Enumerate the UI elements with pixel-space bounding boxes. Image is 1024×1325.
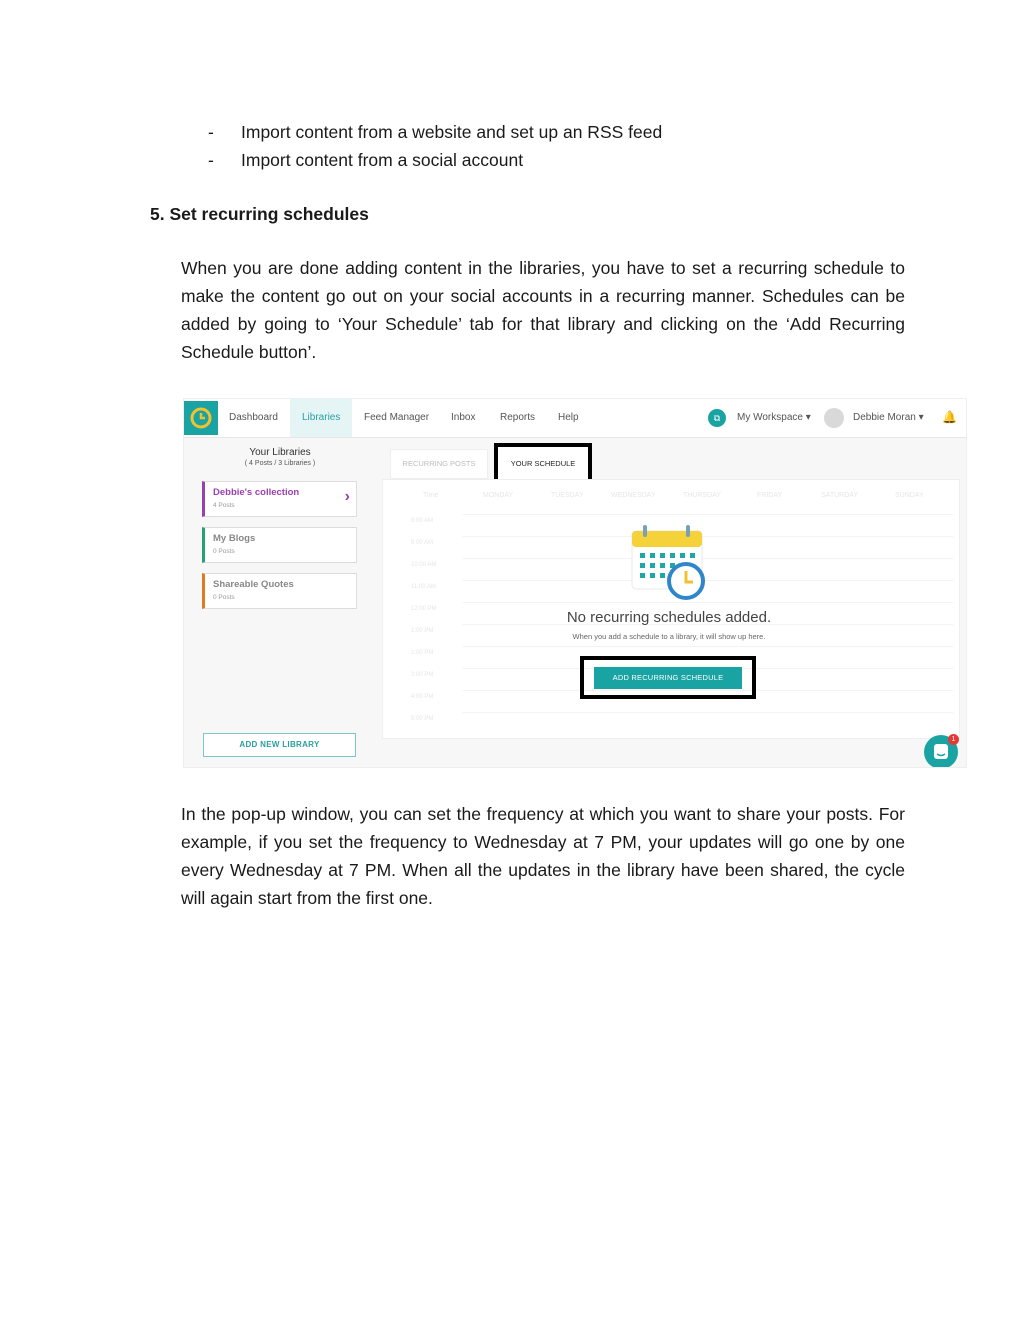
grid-header: THURSDAY: [683, 492, 721, 499]
paragraph: When you are done adding content in the libraries, you have to set a recurring schedule to make the content go out on your social accounts in a recurring manner. Schedules can be added by going to ‘Your Schedule’ tab for that library and clicking on the ‘Add Recurring Schedule button’.: [181, 258, 905, 362]
add-new-library-button[interactable]: ADD NEW LIBRARY: [203, 733, 356, 757]
workspace-dropdown[interactable]: [737, 399, 811, 437]
tab-your-schedule[interactable]: YOUR SCHEDULE: [494, 443, 592, 485]
library-count: 0 Posts: [213, 548, 235, 555]
grid-header: SATURDAY: [821, 492, 859, 499]
library-card-my-blogs[interactable]: [202, 527, 357, 563]
library-card-shareable-quotes[interactable]: [202, 573, 357, 609]
grid-time: 2:00 PM: [411, 650, 434, 656]
app-logo-icon[interactable]: [184, 401, 218, 435]
library-card-debbies-collection[interactable]: [202, 481, 357, 517]
empty-state-subtitle: When you add a schedule to a library, it will show up here.: [572, 632, 766, 641]
app-screenshot: [183, 398, 967, 768]
grid-header: TUESDAY: [551, 492, 584, 499]
bullet-text: Import content from a social account: [241, 150, 524, 170]
nav-libraries[interactable]: Libraries: [290, 399, 352, 437]
avatar[interactable]: [824, 408, 844, 428]
library-name: My Blogs: [213, 533, 256, 544]
library-name: Debbie's collection: [213, 487, 300, 498]
grid-time: 11:00 AM: [411, 584, 436, 590]
grid-header: SUNDAY: [895, 492, 924, 499]
library-count: 4 Posts: [213, 502, 235, 509]
chevron-right-icon: ›: [344, 488, 350, 505]
grid-time: 1:00 PM: [411, 628, 434, 634]
empty-state-title: No recurring schedules added.: [566, 609, 772, 626]
paragraph: In the pop-up window, you can set the frequency at which you want to share your posts. For example, if you set the frequency to Wednesday at 7 PM, your updates will go one by one every Wednesday at 7 PM. When all the updates in the library have been shared, the cycle will again start from the first one.: [181, 804, 905, 908]
caret-down-icon: ▾: [918, 412, 924, 423]
add-recurring-schedule-button[interactable]: ADD RECURRING SCHEDULE: [594, 667, 742, 689]
grid-header: Time: [423, 492, 439, 499]
grid-time: 4:00 PM: [411, 694, 434, 700]
grid-time: 8:00 AM: [411, 518, 434, 524]
bullet-list: [208, 118, 662, 174]
nav-help[interactable]: Help: [558, 412, 579, 423]
grid-time: 5:00 PM: [411, 716, 434, 722]
grid-time: 12:00 PM: [411, 606, 437, 612]
bullet-item: - Import content from a social account: [208, 146, 662, 174]
library-count: 0 Posts: [213, 594, 235, 601]
workspace-label: My Workspace: [737, 412, 803, 423]
nav-feed-manager[interactable]: Feed Manager: [364, 412, 430, 423]
grid-header: MONDAY: [483, 492, 514, 499]
bullet-item: - Import content from a website and set up an RSS feed: [208, 118, 662, 146]
workspace-icon: ⧉: [708, 409, 726, 427]
nav-dashboard[interactable]: Dashboard: [229, 412, 278, 423]
grid-time: 3:00 PM: [411, 672, 434, 678]
top-navbar: [184, 399, 966, 438]
nav-reports[interactable]: Reports: [500, 412, 536, 423]
section-heading: 5. Set recurring schedules: [150, 204, 369, 224]
user-name: Debbie Moran: [853, 412, 916, 423]
grid-time: 9:00 AM: [411, 540, 434, 546]
grid-header: FRIDAY: [757, 492, 783, 499]
user-menu[interactable]: [853, 399, 924, 437]
notification-badge: 1: [948, 734, 959, 745]
bell-icon[interactable]: 🔔: [942, 410, 957, 424]
grid-time: 10:00 AM: [411, 562, 437, 568]
libraries-title: Your Libraries: [249, 447, 311, 458]
nav-inbox[interactable]: Inbox: [451, 412, 476, 423]
bullet-text: Import content from a website and set up an RSS feed: [241, 122, 663, 142]
calendar-clock-icon: [628, 521, 710, 603]
libraries-subtitle: ( 4 Posts / 3 Libraries ): [244, 460, 316, 467]
library-name: Shareable Quotes: [213, 579, 294, 590]
grid-header: WEDNESDAY: [611, 492, 656, 499]
tab-recurring-posts[interactable]: RECURRING POSTS: [390, 449, 488, 479]
caret-down-icon: ▾: [805, 412, 811, 423]
